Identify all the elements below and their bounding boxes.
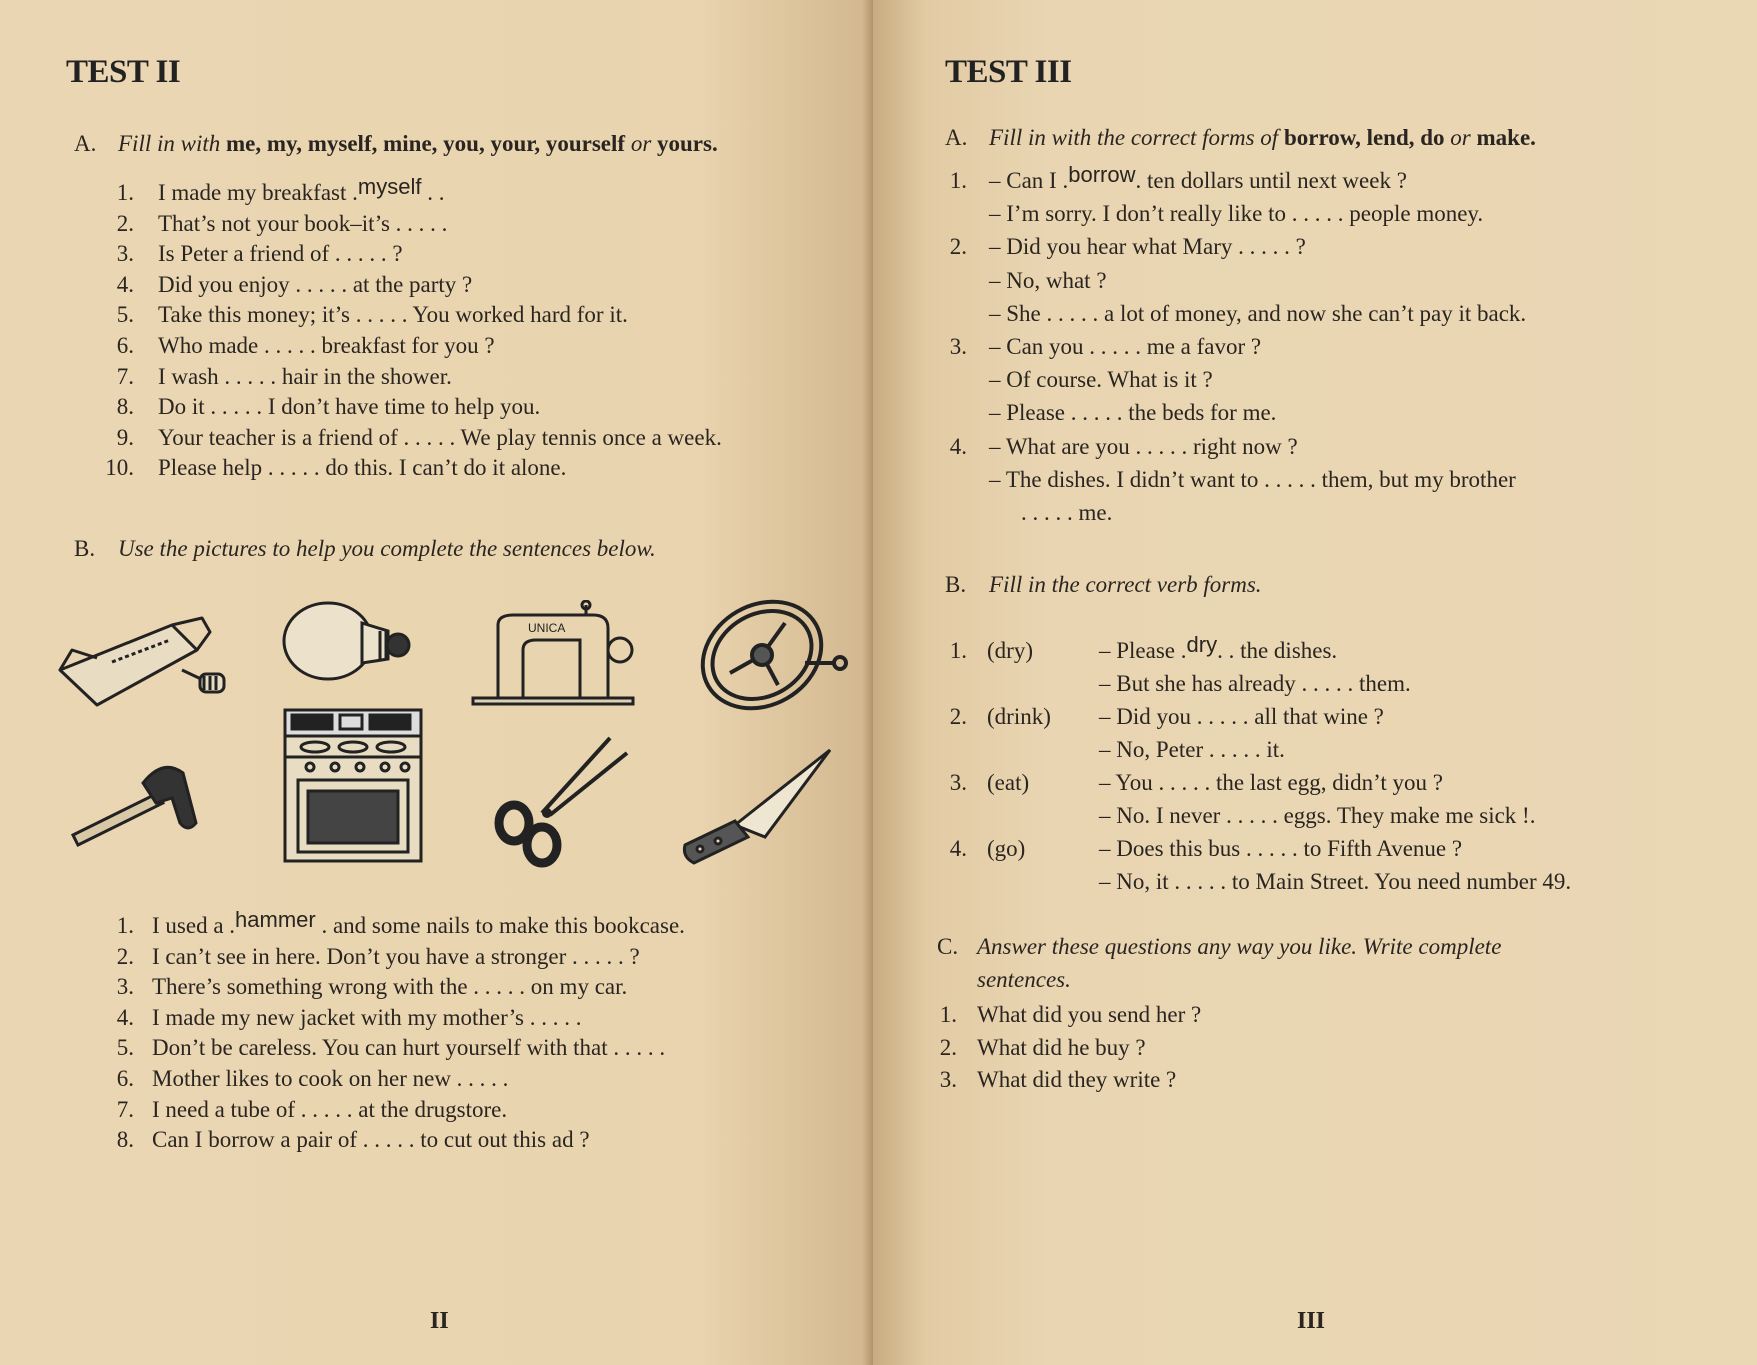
section-b-list <box>0 0 873 1200</box>
item-text-before: I can’t see in here. Don’t you have a stronger . . . . . ? <box>152 943 640 969</box>
item-text <box>977 1002 1201 1027</box>
item-text-before: What did he buy ? <box>977 1034 1146 1060</box>
item-number: 2. <box>949 704 967 729</box>
item-number: 6. <box>116 333 134 358</box>
item-text-before: – What are you . . . . . right now ? <box>989 433 1298 459</box>
item-number: 1. <box>949 168 967 193</box>
page-number: II <box>430 1308 449 1334</box>
item-number: 3. <box>949 770 967 795</box>
item-line <box>152 1066 508 1092</box>
item-text-before: That’s not your book–it’s . . . . . <box>158 210 448 236</box>
section-b-instruction: B. Use the pictures to help you complete the sentences below. <box>74 536 656 561</box>
svg-text:UNICA: UNICA <box>528 621 566 635</box>
item-line <box>152 974 627 1000</box>
item-text-before: I need a tube of . . . . . at the drugstore. <box>152 1096 508 1122</box>
item-number: 4. <box>949 433 967 459</box>
item-text <box>152 1097 507 1122</box>
item-number: 3. <box>116 241 134 267</box>
item-number: 5. <box>116 302 134 328</box>
item-number: 8. <box>116 1127 134 1153</box>
item-text-before: Who made . . . . . breakfast for you ? <box>158 333 495 358</box>
handwritten-answer: borrow <box>1068 162 1136 187</box>
item-text-before: Don’t be careless. You can hurt yourself with that . . . . . <box>152 1035 666 1061</box>
item-text-before: – She . . . . . a lot of money, and now she can’t pay it back. <box>989 300 1527 326</box>
section-label: B. <box>945 572 967 597</box>
item-text-before: – The dishes. I didn’t want to . . . . . them, but my brother <box>989 466 1516 492</box>
item-number: 7. <box>116 1096 134 1122</box>
item-number: 4. <box>116 271 134 297</box>
section-label: A. <box>945 125 968 150</box>
item-text-before: – I’m sorry. I don’t really like to . . . . . people money. <box>989 201 1484 227</box>
item-text-after: . . the dishes. <box>1217 638 1338 663</box>
item-number: 3. <box>116 974 134 1000</box>
right-page <box>873 0 1757 1365</box>
item-text-before: What did you send her ? <box>977 1002 1202 1027</box>
item-number: 1. <box>116 913 134 938</box>
item-text-before: – You . . . . . the last egg, didn’t you ? <box>1099 770 1443 795</box>
item-number: 7. <box>116 363 134 389</box>
item-text-before: Your teacher is a friend of . . . . . We play tennis once a week. <box>158 424 722 450</box>
item-text-before: – Can you . . . . . me a favor ? <box>989 334 1262 359</box>
item-text-before: Is Peter a friend of . . . . . ? <box>158 241 403 267</box>
item-number: 1. <box>116 180 134 205</box>
item-text-before: What did they write ? <box>977 1067 1177 1092</box>
section-c-list <box>873 0 1757 1100</box>
item-text-before: Mother likes to cook on her new . . . . . <box>152 1066 509 1091</box>
item-text-before: – No, it . . . . . to Main Street. You need number 49. <box>1099 869 1572 894</box>
verb-hint: (go) <box>987 836 1026 861</box>
item-text-before: Did you enjoy . . . . . at the party ? <box>158 271 473 297</box>
item-text-before: I made my new jacket with my mother’s . . . . . <box>152 1004 582 1030</box>
item-text-before: I made my breakfast . <box>158 180 358 205</box>
left-page <box>0 0 873 1365</box>
item-text-before: – Please . . . . . the beds for me. <box>989 400 1277 426</box>
item-text-before: Do it . . . . . I don’t have time to help you. <box>158 394 541 420</box>
item-text-before: – Does this bus . . . . . to Fifth Avenue ? <box>1099 836 1463 861</box>
section-label: B. <box>74 536 96 561</box>
item-number: 1. <box>939 1002 957 1027</box>
item-text-before: Can I borrow a pair of . . . . . to cut out this ad ? <box>152 1127 590 1153</box>
item-line <box>977 1002 1201 1028</box>
item-text <box>977 1067 1176 1092</box>
item-line <box>977 1035 1146 1061</box>
section-label: C. <box>937 934 959 959</box>
section-label: A. <box>74 131 97 156</box>
item-number: 5. <box>116 1035 134 1061</box>
item-number: 4. <box>116 1004 134 1030</box>
item-text <box>152 944 640 969</box>
item-line <box>152 1005 581 1031</box>
item-text <box>152 1005 581 1030</box>
handwritten-answer: dry <box>1186 632 1218 657</box>
item-text-before: – No. I never . . . . . eggs. They make me sick !. <box>1099 803 1536 828</box>
handwritten-answer: hammer <box>235 907 316 932</box>
item-number: 4. <box>949 836 967 861</box>
verb-hint: (drink) <box>987 704 1051 729</box>
item-text-after: . ten dollars until next week ? <box>1135 168 1407 193</box>
item-text-before: There’s something wrong with the . . . . . on my car. <box>152 974 628 1000</box>
item-text <box>152 907 685 938</box>
handwritten-answer: myself <box>357 174 422 199</box>
item-text <box>152 1066 508 1091</box>
item-number: 8. <box>116 394 134 420</box>
item-number: 3. <box>949 334 967 359</box>
section-b-instruction: B. Fill in the correct verb forms. <box>945 572 1262 597</box>
item-text-before: – No, what ? <box>989 267 1107 293</box>
item-number: 2. <box>116 943 134 969</box>
item-text-before: – Of course. What is it ? <box>989 367 1213 393</box>
section-a-instruction: A. Fill in with me, my, myself, mine, you, your, yourself or yours. <box>74 131 718 156</box>
section-c-instruction-cont: sentences. <box>977 967 1071 992</box>
verb-hint: (dry) <box>987 638 1033 663</box>
item-number: 2. <box>116 210 134 236</box>
item-line <box>152 1035 665 1061</box>
item-line <box>152 1127 590 1153</box>
item-line <box>977 1067 1176 1093</box>
item-text-before: – Can I . <box>989 168 1069 193</box>
item-text <box>977 1035 1146 1060</box>
item-text <box>152 1127 590 1152</box>
item-number: 3. <box>939 1067 957 1092</box>
item-number: 2. <box>939 1034 957 1060</box>
item-text <box>152 1035 665 1060</box>
item-text-before: – Did you hear what Mary . . . . . ? <box>989 234 1306 260</box>
item-text-before: I wash . . . . . hair in the shower. <box>158 363 452 389</box>
item-text-before: – Did you . . . . . all that wine ? <box>1099 704 1384 729</box>
item-number: 9. <box>116 424 134 450</box>
page-number: III <box>1297 1308 1326 1334</box>
item-number: 1. <box>949 638 967 663</box>
page-title: TEST III <box>945 54 1072 90</box>
item-number: 10. <box>105 455 134 481</box>
item-line <box>152 944 640 970</box>
item-text-before: – But she has already . . . . . them. <box>1099 671 1411 696</box>
verb-hint: (eat) <box>987 770 1030 795</box>
item-line <box>152 907 685 939</box>
item-text-before: . . . . . me. <box>1021 500 1113 525</box>
item-text-after: . . <box>421 180 445 205</box>
item-text-after: . and some nails to make this bookcase. <box>315 913 685 938</box>
item-text <box>152 974 627 999</box>
item-text-before: Please help . . . . . do this. I can’t do it alone. <box>158 455 567 481</box>
item-text-before: – Please . <box>1099 638 1187 663</box>
item-text-before: – No, Peter . . . . . it. <box>1099 737 1285 762</box>
section-a-instruction: A. Fill in with the correct forms of borrow, lend, do or make. <box>945 125 1536 150</box>
page-title: TEST II <box>66 54 181 90</box>
item-text-before: I used a . <box>152 913 236 938</box>
item-number: 2. <box>949 234 967 260</box>
item-number: 6. <box>116 1066 134 1091</box>
item-line <box>152 1097 507 1123</box>
section-c-instruction: C. Answer these questions any way you like. Write complete <box>937 934 1502 959</box>
item-text-before: Take this money; it’s . . . . . You worked hard for it. <box>158 302 628 328</box>
